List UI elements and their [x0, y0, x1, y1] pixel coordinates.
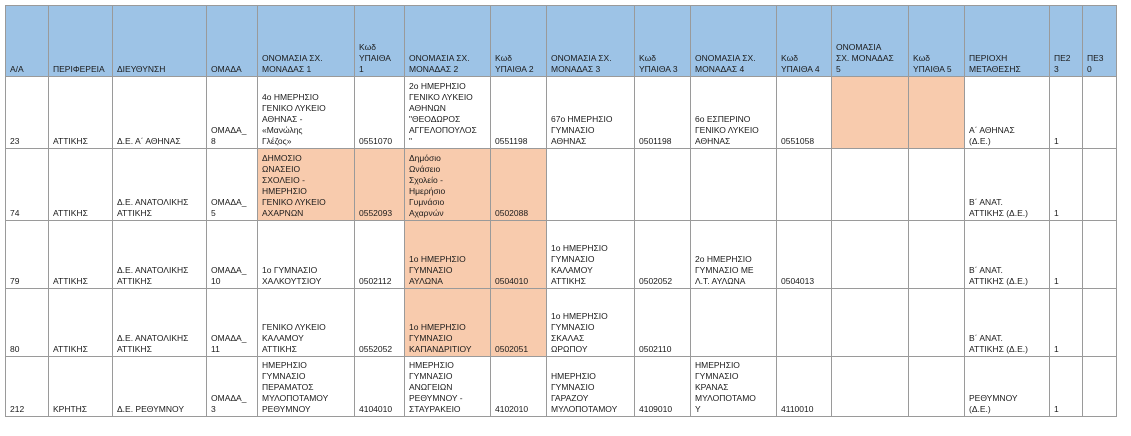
cell-directorate: Δ.Ε. Α΄ ΑΘΗΝΑΣ	[113, 77, 207, 149]
header-directorate: ΔΙΕΥΘΥΝΣΗ	[113, 6, 207, 77]
cell-school-2: 2ο ΗΜΕΡΗΣΙΟ ΓΕΝΙΚΟ ΛΥΚΕΙΟ ΑΘΗΝΩΝ "ΘΕΟΔΩΡΟΣ ΑΓΓΕΛΟΠΟΥΛΟΣ "	[405, 77, 491, 149]
header-code-4: Κωδ ΥΠΑΙΘΑ 4	[777, 6, 832, 77]
header-transfer-area: ΠΕΡΙΟΧΗ ΜΕΤΑΘΕΣΗΣ	[965, 6, 1050, 77]
cell-code-2: 0551198	[491, 77, 547, 149]
header-region: ΠΕΡΙΦΕΡΕΙΑ	[49, 6, 113, 77]
table-row	[6, 289, 1117, 357]
cell-code-3: 0501198	[635, 77, 691, 149]
header-code-2: Κωδ ΥΠΑΙΘΑ 2	[491, 6, 547, 77]
transfer-groups-table-container	[5, 5, 1117, 417]
cell-code-2: 0502088	[491, 149, 547, 221]
cell-aa: 74	[6, 149, 49, 221]
cell-transfer-area: ΡΕΘΥΜΝΟΥ (Δ.Ε.)	[965, 357, 1050, 417]
cell-code-1: 0552093	[355, 149, 405, 221]
header-row	[6, 6, 1117, 77]
cell-school-2: ΗΜΕΡΗΣΙΟ ΓΥΜΝΑΣΙΟ ΑΝΩΓΕΙΩΝ ΡΕΘΥΜΝΟΥ - ΣΤΑΥΡΑΚΕΙΟ	[405, 357, 491, 417]
cell-pe23: 1	[1050, 289, 1083, 357]
cell-aa: 80	[6, 289, 49, 357]
cell-code-1: 0552052	[355, 289, 405, 357]
cell-school-1: ΔΗΜΟΣΙΟ ΩΝΑΣΕΙΟ ΣΧΟΛΕΙΟ - ΗΜΕΡΗΣΙΟ ΓΕΝΙΚΟ ΛΥΚΕΙΟ ΑΧΑΡΝΩΝ	[258, 149, 355, 221]
cell-school-1: ΓΕΝΙΚΟ ΛΥΚΕΙΟ ΚΑΛΑΜΟΥ ΑΤΤΙΚΗΣ	[258, 289, 355, 357]
header-code-1: Κωδ ΥΠΑΙΘΑ 1	[355, 6, 405, 77]
cell-school-3: 67ο ΗΜΕΡΗΣΙΟ ΓΥΜΝΑΣΙΟ ΑΘΗΝΑΣ	[547, 77, 635, 149]
header-school-2: ΟΝΟΜΑΣΙΑ ΣΧ. ΜΟΝΑΔΑΣ 2	[405, 6, 491, 77]
transfer-groups-table	[5, 5, 1117, 417]
cell-pe30	[1083, 149, 1117, 221]
header-school-1: ΟΝΟΜΑΣΙΑ ΣΧ. ΜΟΝΑΔΑΣ 1	[258, 6, 355, 77]
table-row	[6, 357, 1117, 417]
cell-pe23: 1	[1050, 149, 1083, 221]
cell-code-4: 0551058	[777, 77, 832, 149]
cell-school-4: ΗΜΕΡΗΣΙΟ ΓΥΜΝΑΣΙΟ ΚΡΑΝΑΣ ΜΥΛΟΠΟΤΑΜΟ Υ	[691, 357, 777, 417]
cell-group: ΟΜΑΔΑ_ 3	[207, 357, 258, 417]
cell-school-1: 4ο ΗΜΕΡΗΣΙΟ ΓΕΝΙΚΟ ΛΥΚΕΙΟ ΑΘΗΝΑΣ - «Μανώλης Γλέζος»	[258, 77, 355, 149]
header-pe30: ΠΕ3 0	[1083, 6, 1117, 77]
cell-pe23: 1	[1050, 357, 1083, 417]
cell-school-5	[832, 149, 909, 221]
cell-directorate: Δ.Ε. ΑΝΑΤΟΛΙΚΗΣ ΑΤΤΙΚΗΣ	[113, 289, 207, 357]
cell-code-2: 0502051	[491, 289, 547, 357]
cell-pe23: 1	[1050, 77, 1083, 149]
cell-code-2: 0504010	[491, 221, 547, 289]
cell-code-5	[909, 149, 965, 221]
cell-code-5	[909, 77, 965, 149]
table-row	[6, 149, 1117, 221]
header-code-5: Κωδ ΥΠΑΙΘΑ 5	[909, 6, 965, 77]
cell-school-4: 2ο ΗΜΕΡΗΣΙΟ ΓΥΜΝΑΣΙΟ ΜΕ Λ.Τ. ΑΥΛΩΝΑ	[691, 221, 777, 289]
cell-school-5	[832, 289, 909, 357]
header-pe23: ΠΕ2 3	[1050, 6, 1083, 77]
cell-code-4: 0504013	[777, 221, 832, 289]
cell-group: ΟΜΑΔΑ_ 5	[207, 149, 258, 221]
cell-code-1: 4104010	[355, 357, 405, 417]
cell-pe30	[1083, 357, 1117, 417]
cell-school-4	[691, 149, 777, 221]
cell-aa: 23	[6, 77, 49, 149]
cell-pe30	[1083, 289, 1117, 357]
header-school-3: ΟΝΟΜΑΣΙΑ ΣΧ. ΜΟΝΑΔΑΣ 3	[547, 6, 635, 77]
cell-school-3	[547, 149, 635, 221]
cell-code-5	[909, 357, 965, 417]
header-school-5: ΟΝΟΜΑΣΙΑ ΣΧ. ΜΟΝΑΔΑΣ 5	[832, 6, 909, 77]
cell-region: ΑΤΤΙΚΗΣ	[49, 149, 113, 221]
cell-school-4: 6ο ΕΣΠΕΡΙΝΟ ΓΕΝΙΚΟ ΛΥΚΕΙΟ ΑΘΗΝΑΣ	[691, 77, 777, 149]
cell-region: ΚΡΗΤΗΣ	[49, 357, 113, 417]
cell-transfer-area: Β΄ ΑΝΑΤ. ΑΤΤΙΚΗΣ (Δ.Ε.)	[965, 289, 1050, 357]
cell-code-4	[777, 289, 832, 357]
table-row	[6, 77, 1117, 149]
cell-directorate: Δ.Ε. ΑΝΑΤΟΛΙΚΗΣ ΑΤΤΙΚΗΣ	[113, 149, 207, 221]
cell-pe30	[1083, 221, 1117, 289]
cell-directorate: Δ.Ε. ΡΕΘΥΜΝΟΥ	[113, 357, 207, 417]
cell-pe23: 1	[1050, 221, 1083, 289]
cell-code-3: 0502052	[635, 221, 691, 289]
cell-school-2: Δημόσιο Ωνάσειο Σχολείο - Ημερήσιο Γυμνάσιο Αχαρνών	[405, 149, 491, 221]
cell-school-2: 1ο ΗΜΕΡΗΣΙΟ ΓΥΜΝΑΣΙΟ ΑΥΛΩΝΑ	[405, 221, 491, 289]
cell-school-5	[832, 221, 909, 289]
cell-directorate: Δ.Ε. ΑΝΑΤΟΛΙΚΗΣ ΑΤΤΙΚΗΣ	[113, 221, 207, 289]
cell-group: ΟΜΑΔΑ_ 11	[207, 289, 258, 357]
cell-school-1: ΗΜΕΡΗΣΙΟ ΓΥΜΝΑΣΙΟ ΠΕΡΑΜΑΤΟΣ ΜΥΛΟΠΟΤΑΜΟΥ ΡΕΘΥΜΝΟΥ	[258, 357, 355, 417]
cell-school-5	[832, 357, 909, 417]
table-row	[6, 221, 1117, 289]
cell-code-5	[909, 221, 965, 289]
cell-code-3: 4109010	[635, 357, 691, 417]
cell-school-2: 1ο ΗΜΕΡΗΣΙΟ ΓΥΜΝΑΣΙΟ ΚΑΠΑΝΔΡΙΤΙΟΥ	[405, 289, 491, 357]
cell-school-4	[691, 289, 777, 357]
header-aa: Α/Α	[6, 6, 49, 77]
cell-group: ΟΜΑΔΑ_ 8	[207, 77, 258, 149]
cell-pe30	[1083, 77, 1117, 149]
cell-school-1: 1ο ΓΥΜΝΑΣΙΟ ΧΑΛΚΟΥΤΣΙΟΥ	[258, 221, 355, 289]
cell-code-1: 0551070	[355, 77, 405, 149]
cell-group: ΟΜΑΔΑ_ 10	[207, 221, 258, 289]
cell-code-1: 0502112	[355, 221, 405, 289]
cell-school-3: 1ο ΗΜΕΡΗΣΙΟ ΓΥΜΝΑΣΙΟ ΣΚΑΛΑΣ ΩΡΩΠΟΥ	[547, 289, 635, 357]
cell-region: ΑΤΤΙΚΗΣ	[49, 77, 113, 149]
cell-code-3: 0502110	[635, 289, 691, 357]
header-group: ΟΜΑΔΑ	[207, 6, 258, 77]
cell-code-5	[909, 289, 965, 357]
cell-code-3	[635, 149, 691, 221]
cell-transfer-area: Α΄ ΑΘΗΝΑΣ (Δ.Ε.)	[965, 77, 1050, 149]
cell-aa: 79	[6, 221, 49, 289]
cell-region: ΑΤΤΙΚΗΣ	[49, 221, 113, 289]
cell-aa: 212	[6, 357, 49, 417]
cell-school-3: 1ο ΗΜΕΡΗΣΙΟ ΓΥΜΝΑΣΙΟ ΚΑΛΑΜΟΥ ΑΤΤΙΚΗΣ	[547, 221, 635, 289]
cell-school-3: ΗΜΕΡΗΣΙΟ ΓΥΜΝΑΣΙΟ ΓΑΡΑΖΟΥ ΜΥΛΟΠΟΤΑΜΟΥ	[547, 357, 635, 417]
cell-transfer-area: Β΄ ΑΝΑΤ. ΑΤΤΙΚΗΣ (Δ.Ε.)	[965, 221, 1050, 289]
cell-region: ΑΤΤΙΚΗΣ	[49, 289, 113, 357]
cell-school-5	[832, 77, 909, 149]
cell-code-4	[777, 149, 832, 221]
header-school-4: ΟΝΟΜΑΣΙΑ ΣΧ. ΜΟΝΑΔΑΣ 4	[691, 6, 777, 77]
cell-code-2: 4102010	[491, 357, 547, 417]
cell-code-4: 4110010	[777, 357, 832, 417]
header-code-3: Κωδ ΥΠΑΙΘΑ 3	[635, 6, 691, 77]
cell-transfer-area: Β΄ ΑΝΑΤ. ΑΤΤΙΚΗΣ (Δ.Ε.)	[965, 149, 1050, 221]
